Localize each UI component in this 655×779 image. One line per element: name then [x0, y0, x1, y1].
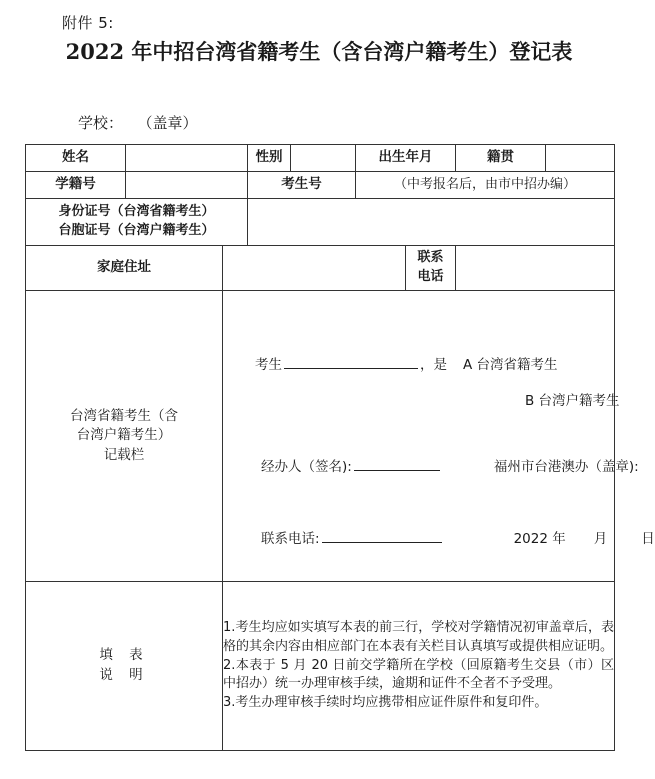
option-a-label[interactable]: A 台湾省籍考生 — [463, 357, 558, 373]
candidate-suffix-label: ，是 — [420, 357, 447, 373]
registration-form-table — [25, 144, 655, 751]
address-input[interactable] — [223, 246, 406, 291]
certificate-input[interactable] — [248, 199, 615, 246]
table-row-record — [26, 291, 615, 582]
handler-signature-blank[interactable] — [354, 457, 440, 471]
record-label — [26, 291, 223, 582]
certificate-label — [26, 199, 248, 246]
student-id-label: 学籍号 — [26, 172, 126, 199]
record-label-line3: 记载栏 — [103, 446, 145, 463]
date-day: 日 — [641, 531, 655, 547]
record-contact-blank[interactable] — [322, 529, 442, 543]
instruction-item-2: 2.本表于 5 月 20 日前交学籍所在学校（回原籍考生交县（市）区中招办）统一办理审核手续，逾期和证件不全者不予受理。 — [223, 657, 614, 692]
name-label: 姓名 — [26, 145, 126, 172]
instructions-label-line2: 说 明 — [99, 667, 149, 683]
table-row-ids — [26, 172, 615, 199]
table-row-address — [26, 246, 615, 291]
office-seal-label: 福州市台港澳办（盖章): — [493, 459, 639, 475]
instructions-body — [223, 582, 615, 751]
candidate-prefix-label: 考生 — [255, 357, 282, 373]
phone-label-line2: 电话 — [417, 269, 444, 284]
option-b-label[interactable]: B 台湾户籍考生 — [525, 393, 620, 409]
exam-id-label: 考生号 — [248, 172, 356, 199]
record-option-b-line — [525, 392, 620, 412]
handler-signature-label: 经办人（签名): — [261, 459, 352, 475]
origin-label: 籍贯 — [456, 145, 546, 172]
certificate-label-line1: 身份证号（台湾省籍考生） — [58, 204, 215, 220]
date-year: 2022 年 — [513, 531, 566, 547]
instruction-item-1: 1.考生均应如实填写本表的前三行，学校对学籍情况初审盖章后，表格的其余内容由相应部门在本表有关栏目认真填写或提供相应证明。 — [223, 619, 614, 654]
record-label-line1: 台湾省籍考生（含 — [70, 407, 178, 424]
candidate-name-blank[interactable] — [284, 355, 418, 369]
table-row-instructions — [26, 582, 615, 751]
origin-input[interactable] — [546, 145, 615, 172]
school-seal-hint: （盖章） — [145, 114, 198, 132]
record-contact-label: 联系电话: — [261, 531, 320, 547]
record-contact-line — [261, 529, 655, 550]
date-month: 月 — [593, 531, 608, 547]
school-label: 学校： — [78, 114, 124, 132]
table-row-basic-info — [26, 145, 615, 172]
school-field — [78, 112, 198, 133]
address-label: 家庭住址 — [26, 246, 223, 291]
record-content — [223, 291, 655, 581]
phone-input[interactable] — [456, 246, 615, 291]
table-row-certificate — [26, 199, 615, 246]
gender-input[interactable] — [291, 145, 356, 172]
page-title: 2022 年中招台湾省籍考生（含台湾户籍考生）登记表 — [65, 39, 573, 64]
record-date — [514, 531, 655, 547]
exam-id-note: （中考报名后，由市中招办编） — [356, 172, 615, 199]
phone-label — [406, 246, 456, 291]
instruction-item-3: 3.考生办理审核手续时均应携带相应证件原件和复印件。 — [223, 695, 548, 711]
gender-label: 性别 — [248, 145, 291, 172]
phone-label-line1: 联系 — [417, 250, 444, 266]
name-input[interactable] — [126, 145, 248, 172]
record-handler-line — [261, 457, 639, 478]
record-label-line2: 台湾户籍考生） — [76, 427, 172, 444]
record-candidate-line — [255, 355, 558, 376]
certificate-label-line2: 台胞证号（台湾户籍考生） — [58, 223, 215, 238]
birth-label: 出生年月 — [356, 145, 456, 172]
student-id-input[interactable] — [126, 172, 248, 199]
instructions-label — [26, 582, 223, 751]
attachment-label: 附件 5: — [62, 14, 114, 32]
instructions-label-line1: 填 表 — [99, 647, 149, 664]
record-body — [223, 291, 655, 582]
